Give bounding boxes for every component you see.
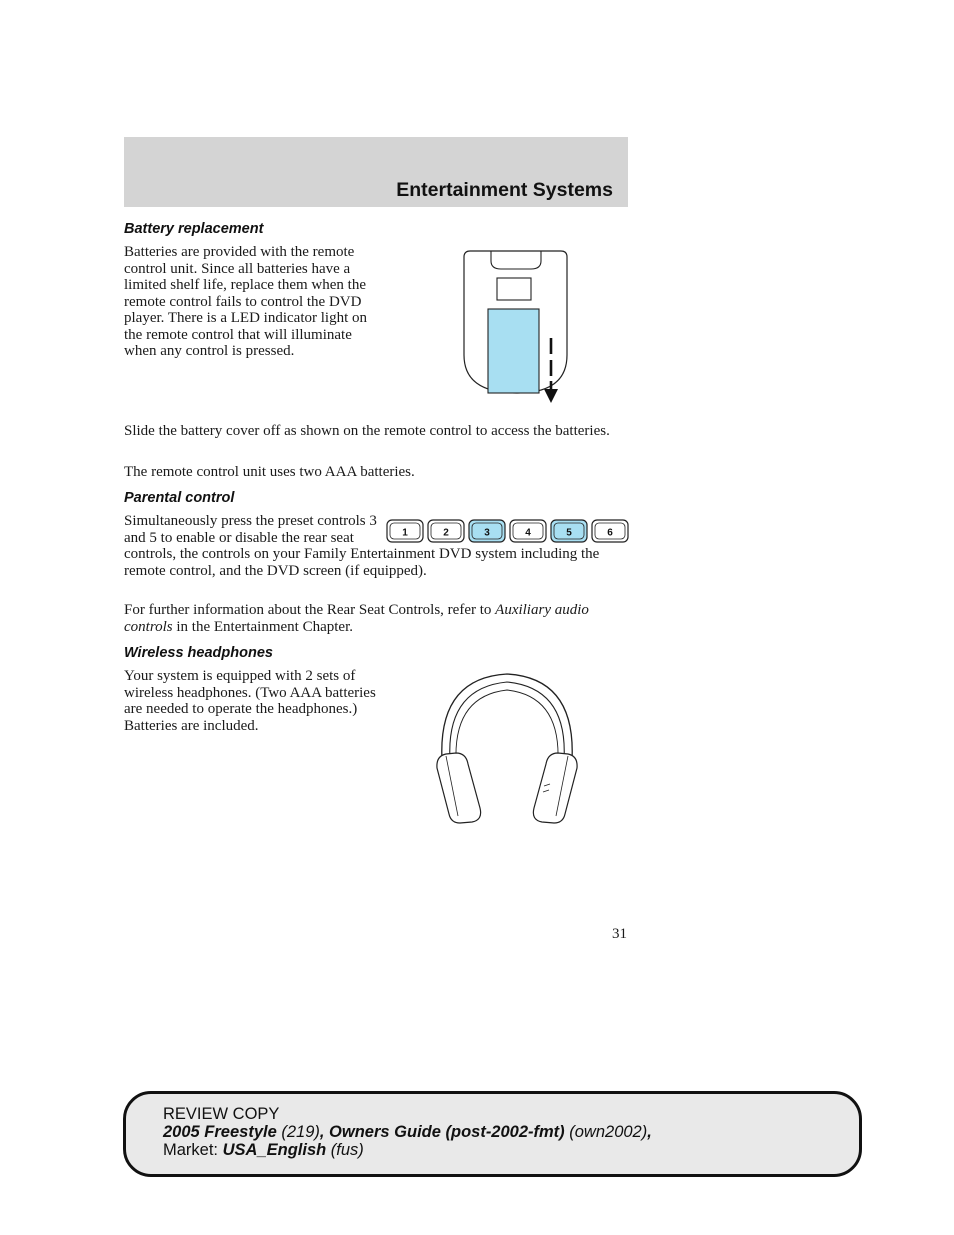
headband-outer <box>442 674 572 760</box>
slide-down-arrow-icon <box>544 389 558 403</box>
preset-button-4 <box>510 520 546 542</box>
preset-button-5 <box>551 520 587 542</box>
parental-control-heading: Parental control <box>124 490 235 506</box>
market-code: (fus) <box>326 1141 364 1159</box>
preset-label-5: 5 <box>566 527 572 539</box>
headphones-text: Your system is equipped with 2 sets of wireless headphones. (Two AAA batteries are needed to operate the headphones.) Batteries are included. <box>124 668 376 734</box>
preset-label-2: 2 <box>443 527 449 539</box>
section-header-band <box>124 137 628 207</box>
remote-control-illustration <box>455 247 580 407</box>
preset-button-2 <box>428 520 464 542</box>
battery-type-text: The remote control unit uses two AAA batteries. <box>124 464 415 480</box>
vehicle-model: 2005 Freestyle <box>163 1123 277 1141</box>
guide-name: Owners Guide (post-2002-fmt) <box>329 1123 565 1141</box>
preset-button-6 <box>592 520 628 542</box>
remote-display-window <box>497 278 531 300</box>
preset-button-3 <box>469 520 505 542</box>
headband-cushion <box>456 690 558 760</box>
separator: , <box>319 1123 330 1141</box>
auxiliary-audio-controls-reference: Auxiliary audio controls <box>124 602 589 635</box>
battery-intro-text: Batteries are provided with the remote control unit. Since all batteries have a limited shelf life, replace them when the remote control fails to control the DVD player. There is a LED indicator light on the remote control that will illuminate when any control is pressed. <box>124 244 367 359</box>
review-copy-footer <box>123 1091 862 1177</box>
reference-text-end: in the Entertainment Chapter. <box>172 618 353 635</box>
battery-cover-instruction: Slide the battery cover off as shown on the remote control to access the batteries. <box>124 423 610 439</box>
preset-button-1 <box>387 520 423 542</box>
preset-label-6: 6 <box>607 527 613 539</box>
preset-label-4: 4 <box>525 527 531 539</box>
market-label: Market: <box>163 1141 223 1159</box>
guide-code: (own2002) <box>564 1123 648 1141</box>
section-title: Entertainment Systems <box>396 179 613 201</box>
separator: , <box>647 1123 652 1141</box>
wireless-headphones-heading: Wireless headphones <box>124 645 273 661</box>
preset-buttons-illustration <box>385 517 630 545</box>
parental-control-instruction: Simultaneously press the preset controls 3 and 5 to enable or disable the rear seat controls, the controls on your Family Entertainment DVD system including the remote control, and the DVD screen (if equipped). <box>124 513 600 579</box>
right-earcup <box>533 753 577 823</box>
headband-inner <box>450 682 564 760</box>
preset-label-1: 1 <box>402 527 408 539</box>
rear-seat-controls-reference <box>124 602 632 635</box>
left-earcup <box>437 753 481 823</box>
review-copy-label: REVIEW COPY <box>163 1105 280 1123</box>
preset-label-3: 3 <box>484 527 490 539</box>
reference-text: For further information about the Rear Seat Controls, refer to <box>124 602 496 618</box>
market-value: USA_English <box>222 1141 327 1159</box>
page-number: 31 <box>612 926 627 942</box>
vehicle-model-code: (219) <box>276 1123 320 1141</box>
battery-cover <box>488 309 539 393</box>
battery-replacement-heading: Battery replacement <box>124 221 264 237</box>
review-copy-text <box>163 1105 652 1159</box>
headphones-illustration <box>432 668 582 828</box>
